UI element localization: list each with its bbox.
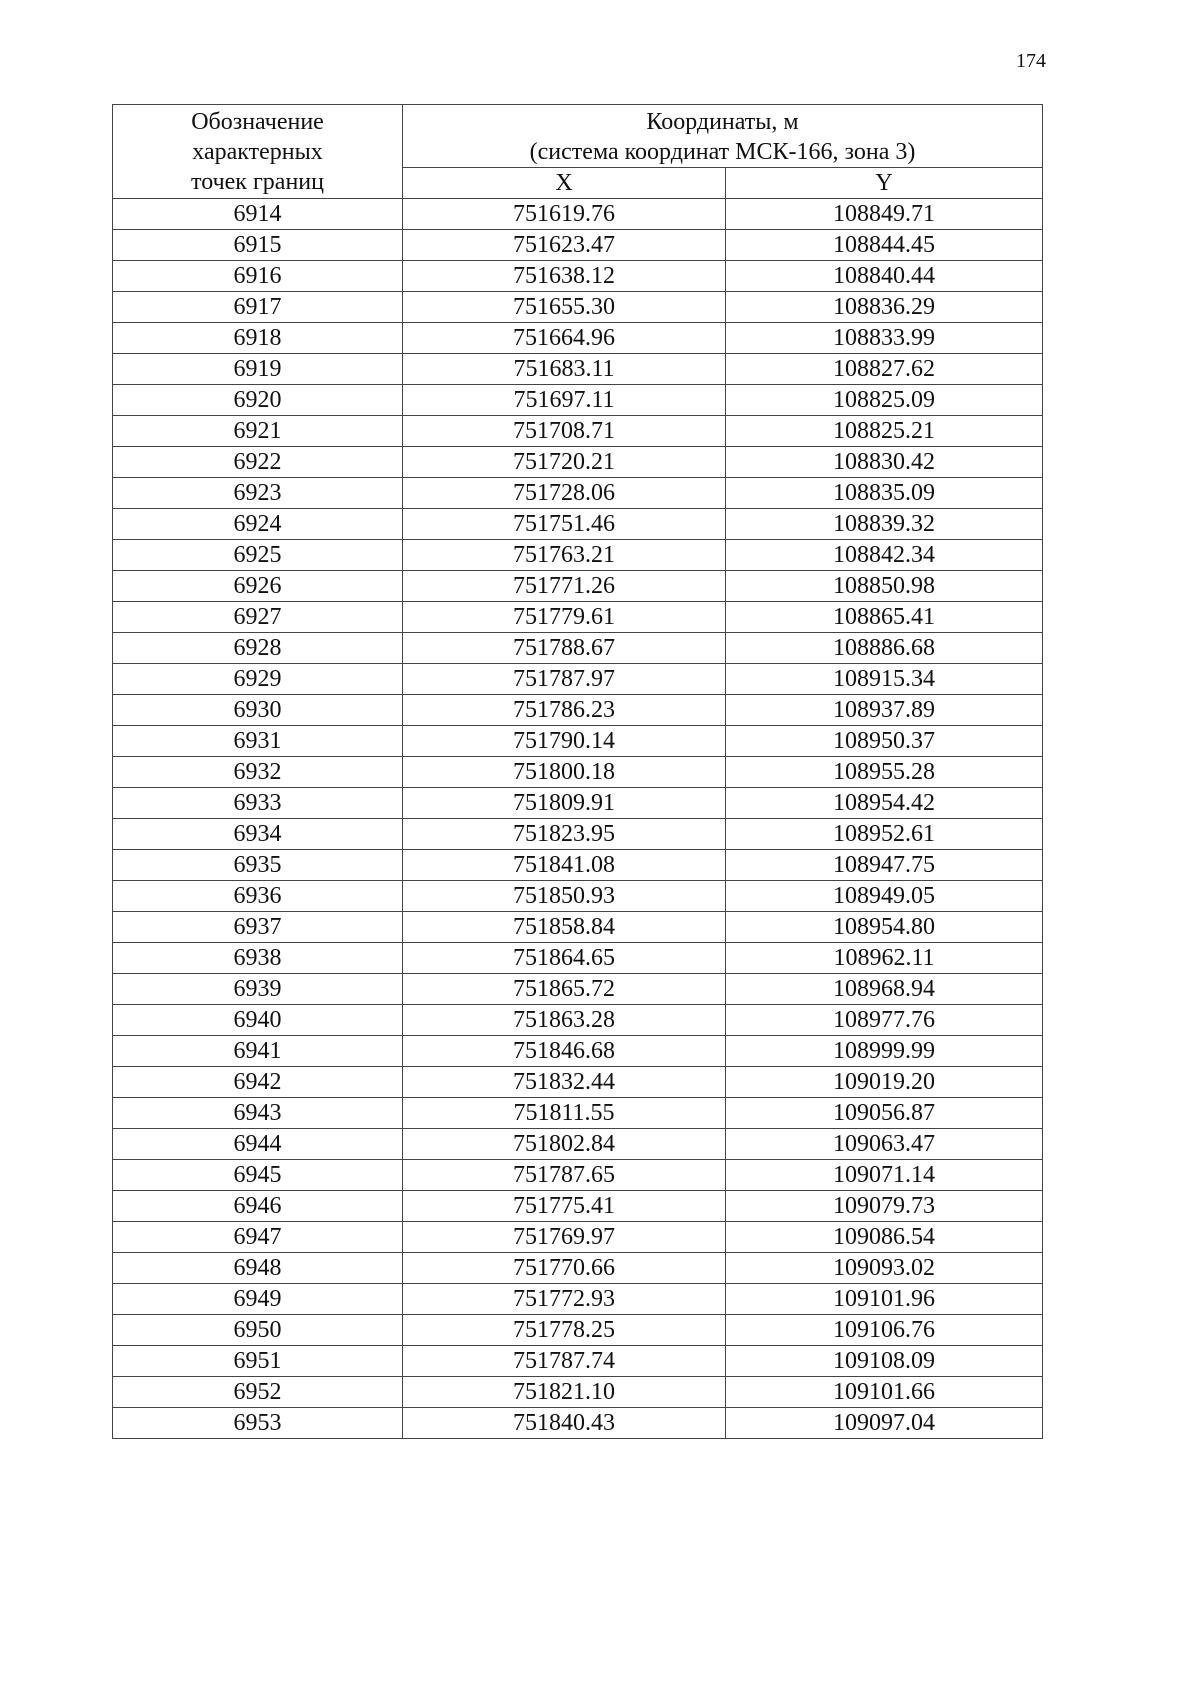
- coordinate-system: (система координат МСК-166, зона 3): [529, 139, 916, 165]
- y-cell: 108955.28: [726, 757, 1043, 788]
- x-column-header: X: [403, 168, 726, 199]
- point-cell: 6953: [113, 1408, 403, 1439]
- point-cell: 6944: [113, 1129, 403, 1160]
- x-cell: 751779.61: [403, 602, 726, 633]
- coordinates-header: [403, 105, 1043, 168]
- x-cell: 751846.68: [403, 1036, 726, 1067]
- point-cell: 6941: [113, 1036, 403, 1067]
- point-cell: 6951: [113, 1346, 403, 1377]
- y-cell: 109093.02: [726, 1253, 1043, 1284]
- x-cell: 751823.95: [403, 819, 726, 850]
- table-row: [113, 1222, 1043, 1253]
- y-cell: 108850.98: [726, 571, 1043, 602]
- x-cell: 751850.93: [403, 881, 726, 912]
- point-cell: 6933: [113, 788, 403, 819]
- y-cell: 108947.75: [726, 850, 1043, 881]
- table-row: [113, 385, 1043, 416]
- point-cell: 6942: [113, 1067, 403, 1098]
- y-cell: 108977.76: [726, 1005, 1043, 1036]
- table-row: [113, 571, 1043, 602]
- point-cell: 6929: [113, 664, 403, 695]
- point-cell: 6952: [113, 1377, 403, 1408]
- point-cell: 6943: [113, 1098, 403, 1129]
- x-cell: 751664.96: [403, 323, 726, 354]
- table-row: [113, 1160, 1043, 1191]
- x-cell: 751697.11: [403, 385, 726, 416]
- point-cell: 6946: [113, 1191, 403, 1222]
- point-cell: 6926: [113, 571, 403, 602]
- point-cell: 6922: [113, 447, 403, 478]
- y-cell: 108937.89: [726, 695, 1043, 726]
- x-cell: 751863.28: [403, 1005, 726, 1036]
- table-body: [113, 199, 1043, 1439]
- x-cell: 751787.97: [403, 664, 726, 695]
- x-cell: 751790.14: [403, 726, 726, 757]
- point-cell: 6915: [113, 230, 403, 261]
- point-cell: 6940: [113, 1005, 403, 1036]
- point-cell: 6934: [113, 819, 403, 850]
- x-cell: 751772.93: [403, 1284, 726, 1315]
- table-row: [113, 974, 1043, 1005]
- table-row: [113, 1315, 1043, 1346]
- y-cell: 108968.94: [726, 974, 1043, 1005]
- x-cell: 751638.12: [403, 261, 726, 292]
- table-row: [113, 1129, 1043, 1160]
- y-cell: 108950.37: [726, 726, 1043, 757]
- point-cell: 6936: [113, 881, 403, 912]
- x-cell: 751858.84: [403, 912, 726, 943]
- y-cell: 108949.05: [726, 881, 1043, 912]
- table-row: [113, 788, 1043, 819]
- point-cell: 6927: [113, 602, 403, 633]
- point-cell: 6932: [113, 757, 403, 788]
- point-header-line-2: характерных: [192, 139, 323, 165]
- y-cell: 109108.09: [726, 1346, 1043, 1377]
- table-row: [113, 912, 1043, 943]
- coordinates-title: Координаты, м: [646, 109, 799, 135]
- y-cell: 108836.29: [726, 292, 1043, 323]
- table-row: [113, 850, 1043, 881]
- table-row: [113, 1191, 1043, 1222]
- point-cell: 6916: [113, 261, 403, 292]
- point-cell: 6947: [113, 1222, 403, 1253]
- x-cell: 751708.71: [403, 416, 726, 447]
- table-row: [113, 1346, 1043, 1377]
- y-cell: 108954.42: [726, 788, 1043, 819]
- x-cell: 751771.26: [403, 571, 726, 602]
- x-cell: 751683.11: [403, 354, 726, 385]
- y-cell: 109101.66: [726, 1377, 1043, 1408]
- table-row: [113, 1377, 1043, 1408]
- y-cell: 108839.32: [726, 509, 1043, 540]
- point-cell: 6939: [113, 974, 403, 1005]
- x-cell: 751778.25: [403, 1315, 726, 1346]
- point-cell: 6925: [113, 540, 403, 571]
- point-cell: 6923: [113, 478, 403, 509]
- table-row: [113, 509, 1043, 540]
- y-cell: 108844.45: [726, 230, 1043, 261]
- y-cell: 108915.34: [726, 664, 1043, 695]
- x-cell: 751770.66: [403, 1253, 726, 1284]
- point-cell: 6935: [113, 850, 403, 881]
- point-cell: 6930: [113, 695, 403, 726]
- y-cell: 108825.09: [726, 385, 1043, 416]
- x-cell: 751841.08: [403, 850, 726, 881]
- table-row: [113, 354, 1043, 385]
- point-cell: 6918: [113, 323, 403, 354]
- y-cell: 109106.76: [726, 1315, 1043, 1346]
- y-cell: 108954.80: [726, 912, 1043, 943]
- x-cell: 751769.97: [403, 1222, 726, 1253]
- table-row: [113, 478, 1043, 509]
- table-row: [113, 1005, 1043, 1036]
- table-row: [113, 416, 1043, 447]
- y-cell: 109019.20: [726, 1067, 1043, 1098]
- point-designation-header: [113, 105, 403, 199]
- point-cell: 6928: [113, 633, 403, 664]
- y-cell: 108827.62: [726, 354, 1043, 385]
- table-row: [113, 1284, 1043, 1315]
- table-row: [113, 726, 1043, 757]
- x-cell: 751623.47: [403, 230, 726, 261]
- point-cell: 6949: [113, 1284, 403, 1315]
- y-cell: 108999.99: [726, 1036, 1043, 1067]
- y-cell: 109056.87: [726, 1098, 1043, 1129]
- point-cell: 6920: [113, 385, 403, 416]
- x-cell: 751786.23: [403, 695, 726, 726]
- y-cell: 109063.47: [726, 1129, 1043, 1160]
- table-row: [113, 540, 1043, 571]
- point-cell: 6921: [113, 416, 403, 447]
- y-cell: 108825.21: [726, 416, 1043, 447]
- table-row: [113, 695, 1043, 726]
- table-row: [113, 757, 1043, 788]
- x-cell: 751775.41: [403, 1191, 726, 1222]
- x-cell: 751865.72: [403, 974, 726, 1005]
- point-header-line-1: Обозначение: [191, 109, 324, 135]
- y-cell: 109101.96: [726, 1284, 1043, 1315]
- y-cell: 108840.44: [726, 261, 1043, 292]
- table-row: [113, 230, 1043, 261]
- y-cell: 109097.04: [726, 1408, 1043, 1439]
- y-cell: 109079.73: [726, 1191, 1043, 1222]
- table-row: [113, 943, 1043, 974]
- point-cell: 6931: [113, 726, 403, 757]
- table-row: [113, 1098, 1043, 1129]
- y-cell: 108849.71: [726, 199, 1043, 230]
- x-cell: 751800.18: [403, 757, 726, 788]
- y-cell: 108830.42: [726, 447, 1043, 478]
- x-cell: 751821.10: [403, 1377, 726, 1408]
- y-cell: 108962.11: [726, 943, 1043, 974]
- x-cell: 751788.67: [403, 633, 726, 664]
- table-row: [113, 664, 1043, 695]
- y-cell: 109086.54: [726, 1222, 1043, 1253]
- x-cell: 751864.65: [403, 943, 726, 974]
- y-cell: 108835.09: [726, 478, 1043, 509]
- y-cell: 108865.41: [726, 602, 1043, 633]
- y-column-header: Y: [726, 168, 1043, 199]
- table-row: [113, 881, 1043, 912]
- point-cell: 6917: [113, 292, 403, 323]
- table-row: [113, 633, 1043, 664]
- x-cell: 751751.46: [403, 509, 726, 540]
- table-header: [113, 105, 1043, 199]
- x-cell: 751811.55: [403, 1098, 726, 1129]
- table-row: [113, 602, 1043, 633]
- table-row: [113, 261, 1043, 292]
- x-cell: 751619.76: [403, 199, 726, 230]
- point-cell: 6948: [113, 1253, 403, 1284]
- point-cell: 6945: [113, 1160, 403, 1191]
- x-cell: 751840.43: [403, 1408, 726, 1439]
- y-cell: 108952.61: [726, 819, 1043, 850]
- table-row: [113, 292, 1043, 323]
- table-row: [113, 447, 1043, 478]
- x-cell: 751720.21: [403, 447, 726, 478]
- x-cell: 751728.06: [403, 478, 726, 509]
- point-cell: 6919: [113, 354, 403, 385]
- y-cell: 109071.14: [726, 1160, 1043, 1191]
- table-row: [113, 1253, 1043, 1284]
- table-row: [113, 1067, 1043, 1098]
- table-row: [113, 1036, 1043, 1067]
- point-header-line-3: точек границ: [191, 169, 324, 195]
- coordinates-table: [112, 104, 1043, 1439]
- x-cell: 751809.91: [403, 788, 726, 819]
- x-cell: 751832.44: [403, 1067, 726, 1098]
- table-row: [113, 323, 1043, 354]
- x-cell: 751802.84: [403, 1129, 726, 1160]
- point-cell: 6937: [113, 912, 403, 943]
- table-row: [113, 199, 1043, 230]
- y-cell: 108842.34: [726, 540, 1043, 571]
- point-cell: 6938: [113, 943, 403, 974]
- point-cell: 6914: [113, 199, 403, 230]
- x-cell: 751787.65: [403, 1160, 726, 1191]
- x-cell: 751655.30: [403, 292, 726, 323]
- table-row: [113, 819, 1043, 850]
- table-row: [113, 1408, 1043, 1439]
- point-cell: 6924: [113, 509, 403, 540]
- point-cell: 6950: [113, 1315, 403, 1346]
- x-cell: 751787.74: [403, 1346, 726, 1377]
- y-cell: 108833.99: [726, 323, 1043, 354]
- page-number: 174: [1016, 50, 1046, 72]
- y-cell: 108886.68: [726, 633, 1043, 664]
- x-cell: 751763.21: [403, 540, 726, 571]
